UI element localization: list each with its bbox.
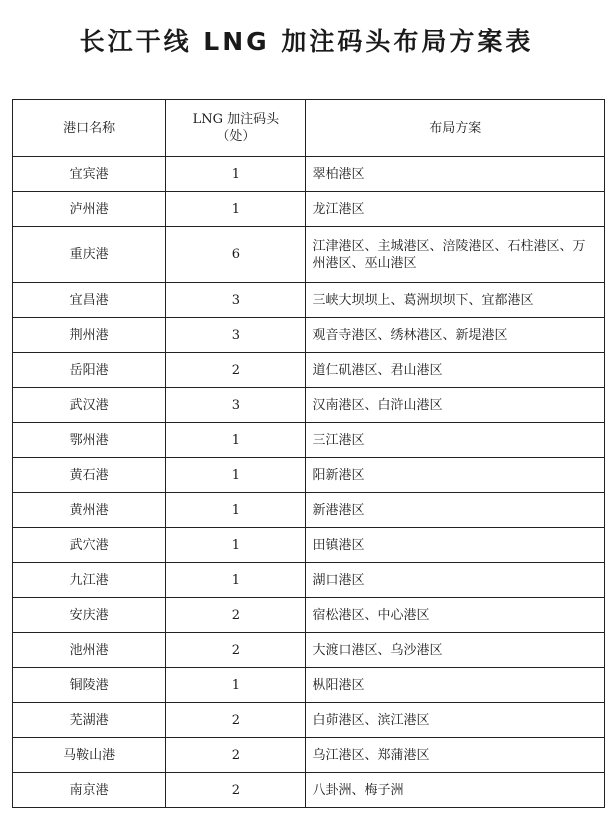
table-row	[13, 318, 605, 353]
layout-plan-cell: 新港港区	[306, 493, 605, 528]
column-header-port: 港口名称	[13, 100, 166, 157]
layout-plan-cell: 乌江港区、郑蒲港区	[306, 738, 605, 773]
berth-count-cell: 2	[166, 633, 306, 668]
layout-plan-cell: 白茆港区、滨江港区	[306, 703, 605, 738]
layout-plan-cell: 道仁矶港区、君山港区	[306, 353, 605, 388]
table-row	[13, 353, 605, 388]
port-name-cell: 重庆港	[13, 227, 166, 283]
port-name-cell: 宜昌港	[13, 283, 166, 318]
layout-plan-cell: 大渡口港区、乌沙港区	[306, 633, 605, 668]
layout-plan-cell: 湖口港区	[306, 563, 605, 598]
layout-plan-cell: 汉南港区、白浒山港区	[306, 388, 605, 423]
layout-plan-cell: 八卦洲、梅子洲	[306, 773, 605, 808]
table-row	[13, 668, 605, 703]
port-name-cell: 黄石港	[13, 458, 166, 493]
layout-plan-cell: 三江港区	[306, 423, 605, 458]
table-row	[13, 493, 605, 528]
berth-count-cell: 1	[166, 157, 306, 192]
page-title: 长江干线 LNG 加注码头布局方案表	[79, 27, 534, 56]
port-name-cell: 鄂州港	[13, 423, 166, 458]
port-name-cell: 荆州港	[13, 318, 166, 353]
berth-count-cell: 2	[166, 353, 306, 388]
port-name-cell: 泸州港	[13, 192, 166, 227]
layout-plan-cell: 三峡大坝坝上、葛洲坝坝下、宜都港区	[306, 283, 605, 318]
port-name-cell: 九江港	[13, 563, 166, 598]
layout-plan-cell: 田镇港区	[306, 528, 605, 563]
port-name-cell: 铜陵港	[13, 668, 166, 703]
berth-count-cell: 2	[166, 598, 306, 633]
layout-plan-cell: 观音寺港区、绣林港区、新堤港区	[306, 318, 605, 353]
table-row	[13, 633, 605, 668]
table-body	[13, 157, 605, 808]
layout-plan-cell: 阳新港区	[306, 458, 605, 493]
port-name-cell: 池州港	[13, 633, 166, 668]
berth-count-cell: 1	[166, 458, 306, 493]
table-row	[13, 227, 605, 283]
berth-count-cell: 3	[166, 283, 306, 318]
port-name-cell: 南京港	[13, 773, 166, 808]
berth-count-cell: 2	[166, 738, 306, 773]
column-header-plan: 布局方案	[306, 100, 605, 157]
table-row	[13, 528, 605, 563]
layout-table	[12, 99, 605, 808]
berth-count-cell: 1	[166, 528, 306, 563]
port-name-cell: 宜宾港	[13, 157, 166, 192]
berth-count-cell: 3	[166, 388, 306, 423]
table-row	[13, 598, 605, 633]
layout-plan-cell: 翠柏港区	[306, 157, 605, 192]
port-name-cell: 岳阳港	[13, 353, 166, 388]
table-row	[13, 738, 605, 773]
layout-plan-cell: 江津港区、主城港区、涪陵港区、石柱港区、万州港区、巫山港区	[306, 227, 605, 283]
berth-count-cell: 1	[166, 493, 306, 528]
table-row	[13, 563, 605, 598]
table-row	[13, 773, 605, 808]
port-name-cell: 武穴港	[13, 528, 166, 563]
berth-count-cell: 2	[166, 773, 306, 808]
berth-count-cell: 2	[166, 703, 306, 738]
berth-count-cell: 1	[166, 668, 306, 703]
layout-plan-cell: 宿松港区、中心港区	[306, 598, 605, 633]
port-name-cell: 安庆港	[13, 598, 166, 633]
table-row	[13, 192, 605, 227]
berth-count-cell: 1	[166, 563, 306, 598]
table-row	[13, 423, 605, 458]
layout-plan-cell: 龙江港区	[306, 192, 605, 227]
layout-plan-cell: 枞阳港区	[306, 668, 605, 703]
table-row	[13, 458, 605, 493]
berth-count-cell: 1	[166, 192, 306, 227]
port-name-cell: 芜湖港	[13, 703, 166, 738]
table-row	[13, 283, 605, 318]
table-header-row	[13, 100, 605, 157]
port-name-cell: 黄州港	[13, 493, 166, 528]
port-name-cell: 马鞍山港	[13, 738, 166, 773]
column-header-count	[166, 100, 306, 157]
column-header-count-line1: LNG 加注码头	[192, 112, 280, 127]
berth-count-cell: 1	[166, 423, 306, 458]
port-name-cell: 武汉港	[13, 388, 166, 423]
table-row	[13, 703, 605, 738]
table-row	[13, 388, 605, 423]
berth-count-cell: 6	[166, 227, 306, 283]
column-header-count-line2: （处）	[216, 129, 256, 144]
table-row	[13, 157, 605, 192]
berth-count-cell: 3	[166, 318, 306, 353]
